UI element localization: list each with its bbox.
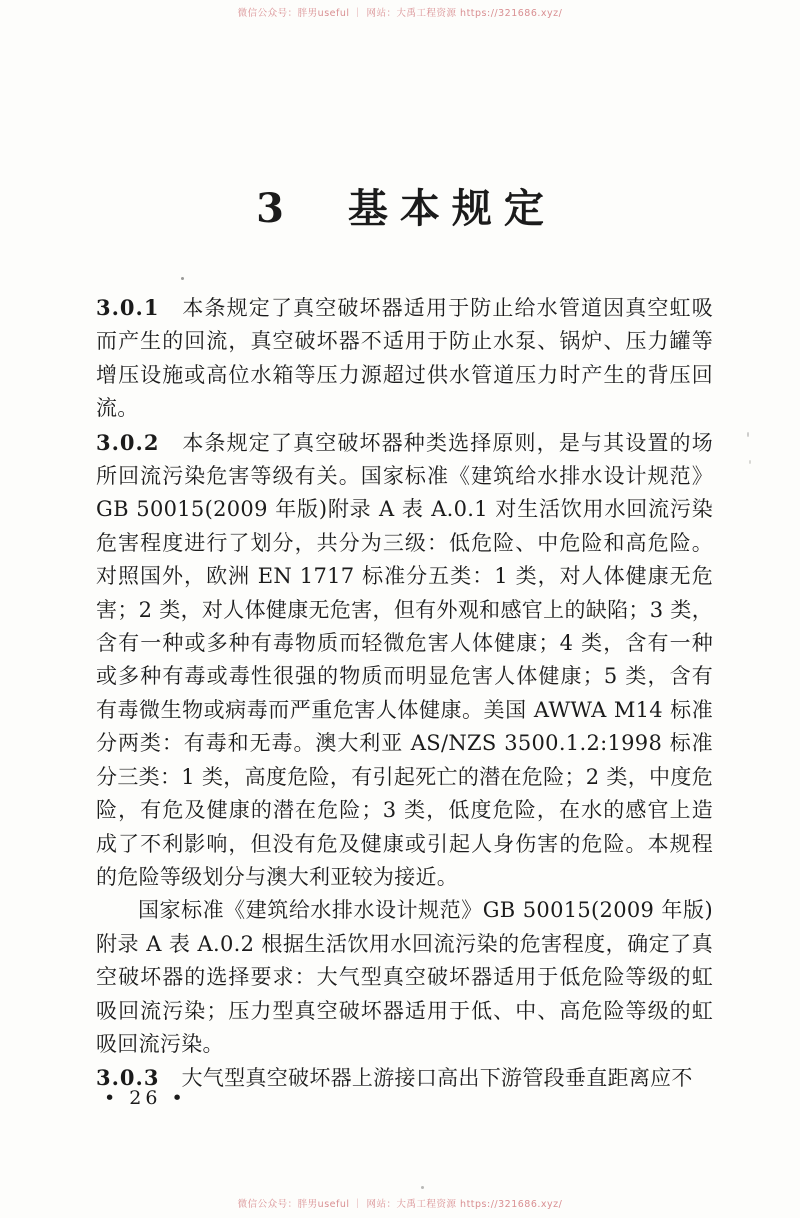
clause-3-0-1 bbox=[96, 291, 713, 426]
scan-speck bbox=[747, 432, 749, 437]
watermark-bottom: 微信公众号：胖男useful ｜ 网站：大禹工程资源 https://321686.xyz/ bbox=[237, 1199, 563, 1210]
scan-speck bbox=[749, 460, 751, 464]
page-body bbox=[96, 291, 713, 1096]
scan-speck bbox=[181, 277, 184, 280]
clause-3-0-2 bbox=[96, 426, 713, 895]
clause-number: 3.0.1 bbox=[96, 295, 160, 320]
clause-text: 国家标准《建筑给水排水设计规范》GB 50015(2009 年版)附录 A 表 A.0.2 根据生活饮用水回流污染的危害程度，确定了真空破坏器的选择要求：大气型真空破坏器适用于低危险等级的虹吸回流污染；压力型真空破坏器适用于低、中、高危险等级的虹吸回流污染。 bbox=[96, 898, 713, 1056]
clause-text: 本条规定了真空破坏器种类选择原则，是与其设置的场所回流污染危害等级有关。国家标准《建筑给水排水设计规范》GB 50015(2009 年版)附录 A 表 A.0.1 对生活饮用水回流污染危害程度进行了划分，共分为三级：低危险、中危险和高危险。对照国外，欧洲 EN 1717 标准分五类：1 类，对人体健康无危害；2 类，对人体健康无危害，但有外观和感官上的缺陷；3 类，含有一种或多种有毒物质而轻微危害人体健康；4 类，含有一种或多种有毒或毒性很强的物质而明显危害人体健康；5 类，含有有毒微生物或病毒而严重危害人体健康。美国 AWWA M14 标准分两类：有毒和无毒。澳大利亚 AS/NZS 3500.1.2:1998 标准分三类：1 类，高度危险，有引起死亡的潜在危险；2 类，中度危险，有危及健康的潜在危险；3 类，低度危险，在水的感官上造成了不利影响，但没有危及健康或引起人身伤害的危险。本规程的危险等级划分与澳大利亚较为接近。 bbox=[96, 430, 713, 889]
clause-3-0-3 bbox=[96, 1061, 713, 1095]
clause-3-0-2-continuation bbox=[96, 894, 713, 1061]
watermark-top: 微信公众号：胖男useful ｜ 网站：大禹工程资源 https://321686.xyz/ bbox=[237, 8, 563, 19]
clause-text: 大气型真空破坏器上游接口高出下游管段垂直距离应不 bbox=[181, 1066, 693, 1091]
clause-number: 3.0.2 bbox=[96, 429, 160, 455]
clause-number: 3.0.3 bbox=[96, 1065, 160, 1091]
page-number: • 26 • bbox=[104, 1087, 187, 1109]
clause-text: 本条规定了真空破坏器适用于防止给水管道因真空虹吸而产生的回流，真空破坏器不适用于防止水泵、锅炉、压力罐等增压设施或高位水箱等压力源超过供水管道压力时产生的背压回流。 bbox=[96, 296, 713, 421]
page-title: 3 基本规定 bbox=[256, 185, 556, 232]
scan-speck bbox=[421, 1186, 424, 1189]
